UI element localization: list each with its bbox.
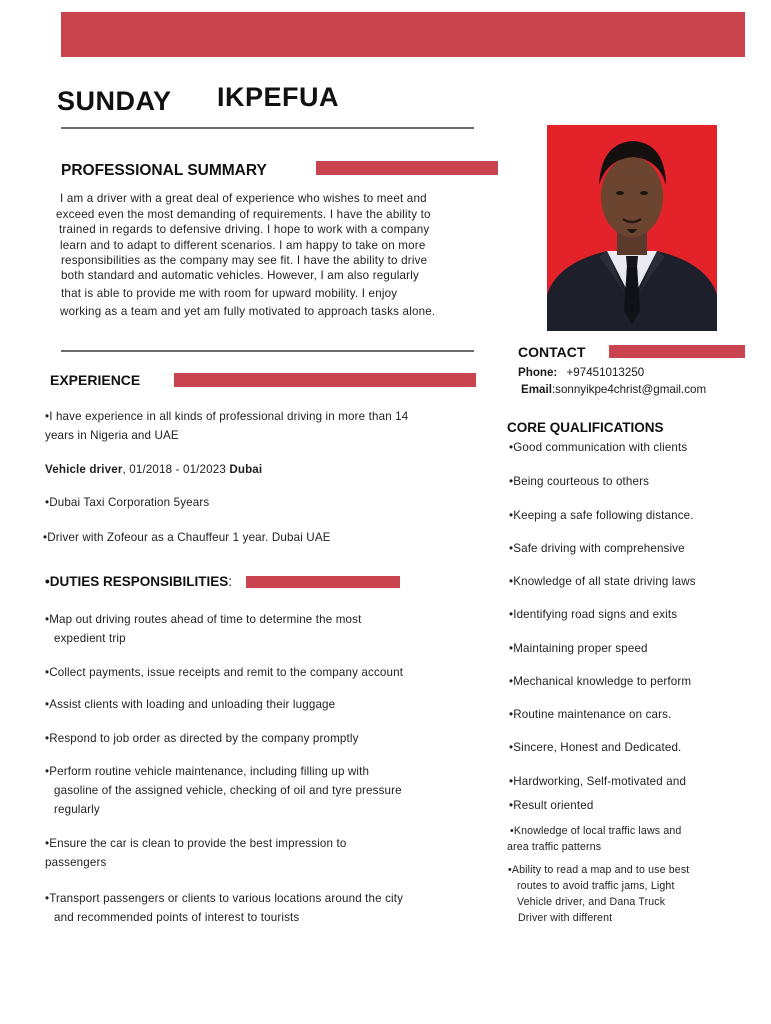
email-label: Email bbox=[521, 383, 552, 396]
duties-heading-bar bbox=[246, 576, 400, 588]
email-value[interactable]: :sonnyikpe4christ@gmail.com bbox=[551, 383, 707, 396]
summary-heading: PROFESSIONAL SUMMARY bbox=[61, 162, 267, 179]
role-location: Dubai bbox=[229, 463, 263, 476]
qualification-item: •Result oriented bbox=[509, 799, 594, 812]
duties-heading-text: •DUTIES RESPONSIBILITIES bbox=[45, 574, 229, 589]
duty-item bbox=[45, 610, 465, 648]
duty-line: gasoline of the assigned vehicle, checking of oil and tyre pressure bbox=[54, 784, 402, 797]
experience-intro-line: years in Nigeria and UAE bbox=[45, 429, 179, 442]
duty-line: expedient trip bbox=[54, 632, 126, 645]
profile-photo bbox=[547, 125, 717, 331]
summary-line: working as a team and yet am fully motivated to approach tasks alone. bbox=[60, 305, 436, 319]
experience-item: •Dubai Taxi Corporation 5years bbox=[45, 496, 210, 509]
phone-label: Phone: bbox=[518, 366, 558, 379]
summary-line: trained in regards to defensive driving. I hope to work with a company bbox=[59, 223, 430, 237]
duty-line: •Transport passengers or clients to various locations around the city bbox=[45, 892, 404, 905]
qualification-item bbox=[507, 823, 727, 855]
qualification-item: •Safe driving with comprehensive bbox=[509, 542, 685, 555]
duty-item: •Assist clients with loading and unloading their luggage bbox=[45, 698, 336, 711]
phone-value[interactable]: +97451013250 bbox=[566, 366, 645, 379]
qualification-item: •Keeping a safe following distance. bbox=[509, 509, 694, 522]
duty-line: and recommended points of interest to tourists bbox=[54, 911, 300, 924]
duty-line: passengers bbox=[45, 856, 107, 869]
experience-heading: EXPERIENCE bbox=[50, 372, 141, 388]
qualification-item: •Identifying road signs and exits bbox=[509, 608, 678, 621]
qualification-line: area traffic patterns bbox=[507, 841, 602, 853]
duty-line: •Ensure the car is clean to provide the best impression to bbox=[45, 837, 347, 850]
experience-intro-line: •I have experience in all kinds of professional driving in more than 14 bbox=[45, 410, 409, 423]
qualification-item: •Sincere, Honest and Dedicated. bbox=[509, 741, 682, 754]
summary-divider bbox=[61, 350, 474, 352]
contact-email bbox=[521, 383, 706, 396]
summary-line: I am a driver with a great deal of experience who wishes to meet and bbox=[60, 192, 427, 205]
role-title: Vehicle driver bbox=[45, 463, 123, 476]
summary-line: both standard and automatic vehicles. However, I am also regularly bbox=[61, 269, 419, 283]
qualification-item: •Maintaining proper speed bbox=[509, 642, 648, 655]
profile-photo-illustration bbox=[547, 125, 717, 331]
duty-line: •Perform routine vehicle maintenance, including filling up with bbox=[45, 765, 370, 778]
contact-heading-bar bbox=[609, 345, 745, 358]
name-divider bbox=[61, 127, 474, 129]
duties-heading bbox=[45, 574, 232, 589]
qualification-line: Vehicle driver, and Dana Truck bbox=[517, 896, 666, 908]
contact-phone bbox=[518, 366, 644, 379]
summary-line: exceed even the most demanding of requirements. I have the ability to bbox=[56, 208, 431, 222]
duty-item bbox=[45, 762, 465, 819]
qualification-item: •Routine maintenance on cars. bbox=[509, 708, 672, 721]
qualifications-heading: CORE QUALIFICATIONS bbox=[507, 420, 664, 435]
qualification-line: •Ability to read a map and to use best bbox=[508, 864, 690, 876]
duty-line: regularly bbox=[54, 803, 100, 816]
duty-item: •Respond to job order as directed by the company promptly bbox=[45, 732, 359, 745]
contact-heading: CONTACT bbox=[518, 344, 586, 360]
experience-item: •Driver with Zofeour as a Chauffeur 1 year. Dubai UAE bbox=[43, 531, 331, 544]
qualification-item: •Knowledge of all state driving laws bbox=[509, 575, 696, 588]
qualification-item bbox=[508, 862, 728, 926]
first-name: SUNDAY bbox=[57, 86, 172, 116]
qualification-line: Driver with different bbox=[518, 912, 613, 924]
qualification-line: routes to avoid traffic jams, Light bbox=[517, 880, 675, 892]
summary-line: responsibilities as the company may see fit. I have the ability to drive bbox=[61, 253, 428, 267]
duty-item: •Collect payments, issue receipts and remit to the company account bbox=[45, 666, 404, 679]
role-dates: , 01/2018 - 01/2023 bbox=[122, 463, 230, 476]
summary-heading-bar bbox=[316, 161, 498, 175]
summary-line: that is able to provide me with room for upward mobility. I enjoy bbox=[61, 287, 398, 301]
duties-colon: : bbox=[228, 574, 233, 589]
qualification-line: •Knowledge of local traffic laws and bbox=[510, 825, 682, 837]
qualification-item: •Hardworking, Self-motivated and bbox=[509, 775, 687, 788]
qualification-item: •Mechanical knowledge to perform bbox=[509, 675, 692, 688]
top-banner bbox=[61, 12, 745, 57]
duty-line: •Map out driving routes ahead of time to determine the most bbox=[45, 613, 362, 626]
qualification-item: •Being courteous to others bbox=[509, 475, 650, 488]
duty-item bbox=[45, 834, 465, 872]
last-name: IKPEFUA bbox=[217, 82, 340, 112]
experience-heading-bar bbox=[174, 373, 476, 387]
experience-intro bbox=[45, 407, 465, 445]
summary-line: learn and to adapt to different scenarios. I am happy to take on more bbox=[60, 238, 426, 252]
duty-item bbox=[45, 889, 465, 927]
experience-role bbox=[45, 460, 262, 479]
summary-text bbox=[56, 191, 481, 320]
qualification-item: •Good communication with clients bbox=[509, 441, 688, 454]
